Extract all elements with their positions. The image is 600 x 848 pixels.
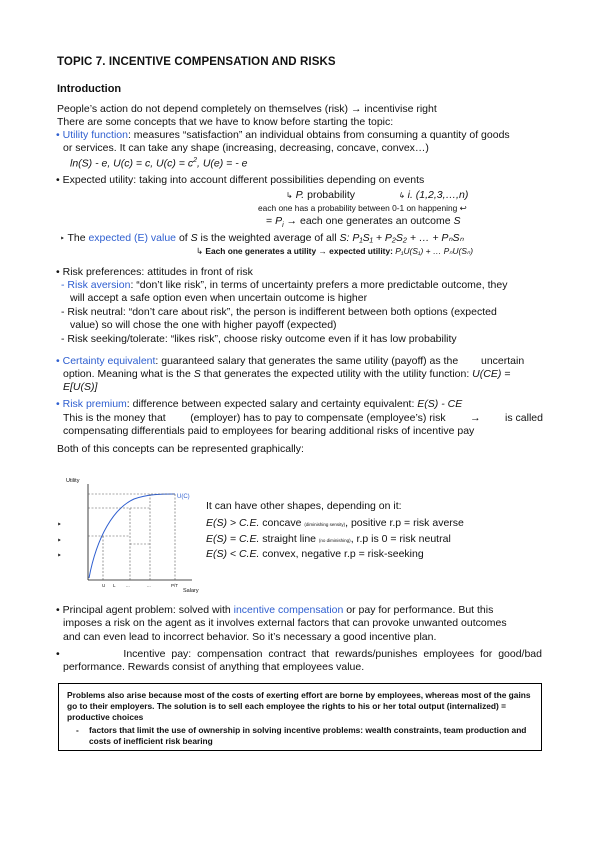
note-line-2: go to their employers. The solution is to sell each employee the rights to his or her total output (internalized) = (67, 701, 507, 711)
intro-paragraph-2: There are some concepts that we have to know before starting the topic: (57, 116, 394, 128)
risk-aversion-term: Risk aversion (67, 279, 131, 291)
principal-agent-line-2: imposes a risk on the agent as it involves external factors that can provoke unwanted outcomes (63, 617, 507, 629)
graph-tick: P/T (171, 583, 179, 588)
certainty-line-2: option. Meaning what is the S that generates the expected utility with the utility function: U(CE) = (63, 368, 511, 380)
graph-tick: ... (147, 583, 151, 588)
graph-utility-curve (89, 494, 175, 578)
utility-curve-graph (62, 474, 202, 596)
shape-mark: ‣ (57, 551, 62, 560)
graph-tick: U (102, 583, 106, 588)
note-line-5: costs of inefficient risk bearing (89, 736, 213, 746)
graph-intro: Both of this concepts can be represented graphically: (57, 443, 304, 455)
certainty-uncertain: uncertain (481, 355, 525, 367)
incentive-compensation-term: incentive compensation (233, 604, 344, 616)
graph-curve-label: U(C) (177, 494, 190, 500)
certainty-formula: E[U(S)] (63, 381, 98, 393)
risk-premium-line-2: This is the money that (employer) has to pay to compensate (employee’s) risk → is called (63, 412, 543, 424)
shape-concave: E(S) > C.E. concave (diminishing sensity), positive r.p = risk averse (206, 517, 464, 529)
note-dash: - (76, 725, 79, 735)
shapes-intro: It can have other shapes, depending on it: (206, 500, 402, 512)
utility-line-2: or services. It can take any shape (increasing, decreasing, concave, convex…) (63, 142, 429, 154)
probability-note: ↳ P. probability (286, 189, 355, 201)
graph-xlabel: Salary (183, 588, 199, 594)
page-title: TOPIC 7. INCENTIVE COMPENSATION AND RISKS (57, 56, 336, 68)
risk-neutral-line-2: value) so will chose the one with higher payoff (expected) (70, 319, 337, 331)
note-line-1: Problems also arise because most of the costs of exerting effort are borne by employees, whereas most of the gains (67, 690, 531, 700)
index-note: ↳ i. (1,2,3,…,n) (398, 189, 469, 201)
risk-preferences-bullet: • Risk preferences: attitudes in front of risk (56, 266, 253, 278)
shape-convex: E(S) < C.E. convex, negative r.p = risk-seeking (206, 548, 424, 560)
outcome-note: = $P_i$ → each one generates an outcome S (266, 215, 461, 230)
expected-utility-note: ↳ Each one generates a utility → expected utility: P₁U(S₁) + … PₙU(Sₙ) (196, 246, 474, 256)
section-heading-introduction: Introduction (57, 83, 122, 95)
intro-paragraph-1: People’s action do not depend completely on themselves (risk) → incentivise right (57, 103, 437, 115)
principal-agent-bullet: • Principal agent problem: solved with incentive compensation or pay for performance. But this (56, 604, 494, 616)
graph-tick: L (113, 583, 116, 588)
risk-premium-bullet: • Risk premium: difference between expected salary and certainty equivalent: E(S) - CE (56, 398, 463, 410)
expected-utility-bullet: • Expected utility: taking into account different possibilities depending on events (56, 174, 425, 186)
graph-ylabel: Utility (66, 478, 80, 484)
graph-tick: ... (126, 583, 130, 588)
utility-formula: ln(S) - e, U(c) = c, $U(c) = c^2$, U(e) = - e (70, 157, 248, 170)
probability-range-note: each one has a probability between 0-1 on happening ↩ (258, 203, 467, 213)
expected-value-term: expected (E) value (88, 232, 177, 244)
certainty-equivalent-bullet: • Certainty equivalent: guaranteed salary that generates the same utility (payoff) as the (56, 355, 459, 367)
note-line-3: productive choices (67, 712, 144, 722)
risk-aversion-item: - Risk aversion: “don’t like risk”, in terms of uncertainty prefers a more predictable outcome, they (61, 279, 508, 291)
certainty-equivalent-term: Certainty equivalent (62, 355, 156, 367)
shape-straight: E(S) = C.E. straight line (no diminishing), r.p is 0 = risk neutral (206, 533, 451, 545)
expected-value-line: ‣ The expected (E) value of S is the weighted average of all S: P₁S₁ + P₂S₂ + … + PₙSₙ (60, 232, 464, 244)
note-box (58, 683, 542, 751)
risk-premium-line-3: compensating differentials paid to employees for bearing additional risks of incentive pay (63, 425, 475, 437)
incentive-pay-line-2: performance. Rewards consist of anything that employees value. (63, 661, 365, 673)
incentive-pay-bullet: • Incentive pay: compensation contract that rewards/punishes employees for good/bad (56, 648, 542, 660)
note-line-4: factors that limit the use of ownership in solving incentive problems: wealth constraints, team production and (89, 725, 527, 735)
utility-bullet: • Utility function: measures “satisfaction” an individual obtains from consuming a quantity of goods (56, 129, 510, 141)
utility-function-term: Utility function (62, 129, 128, 141)
risk-aversion-line-2: will accept a safe option even when uncertain outcome is higher (70, 292, 368, 304)
shape-mark: ‣ (57, 536, 62, 545)
risk-seeking-item: - Risk seeking/tolerate: “likes risk”, choose risky outcome even if it has low probability (61, 333, 457, 345)
shape-mark: ‣ (57, 520, 62, 529)
risk-neutral-item: - Risk neutral: “don’t care about risk”, the person is indifferent between both options (expected (61, 306, 497, 318)
risk-premium-term: Risk premium (62, 398, 127, 410)
principal-agent-line-3: and can even lead to incorrect behavior. So it’s necessary a good incentive plan. (63, 631, 437, 643)
